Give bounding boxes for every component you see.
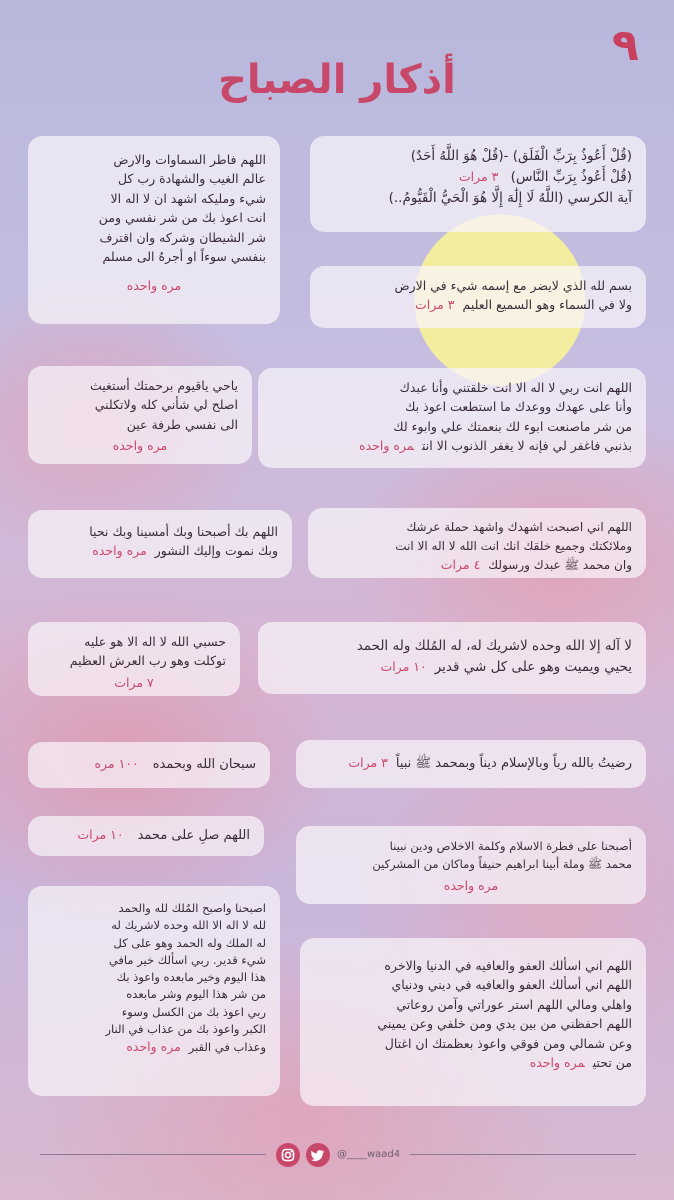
card-raditu: رضيتُ بالله رباً وبالإسلام ديناً وبمحمد ﷺ نبياً٣ مرات bbox=[296, 740, 646, 788]
card-ushhiduk: اللهم اني اصبحت اشهدك واشهد حملة عرشك وملائكتك وجميع خلقك انك انت الله لا اله الا انت وان محمد ﷺ عبدك ورسولك٤ مرات bbox=[308, 508, 646, 578]
card-salawat: اللهم صلِ على محمد١٠ مرات bbox=[28, 816, 264, 856]
card-bismillah: بسم لله الذي لايضر مع إسمه شيء في الارض ولا في السماء وهو السميع العليم٣ مرات bbox=[310, 266, 646, 328]
card-muawwidhat: (قُلْ أَعُوذُ بِرَبِّ الْفَلَق) -(قُلْ هُوَ اللَّهُ أَحَدٌ) (قُلْ أَعُوذُ بِرَبِّ النَّاس) ٣ مرات آية الكرسي (اللَّهُ لَا إِلَٰهَ إِلَّا هُوَ الْحَيُّ الْقَيُّومُ..) bbox=[310, 136, 646, 232]
count-label: ١٠ مرات bbox=[77, 827, 124, 842]
card-fitrat-islam: أصبحنا على فطرة الاسلام وكلمة الاخلاص ودين نبينا محمد ﷺ وملة أبينا ابراهيم حنيفاً وماكان من المشركين مره واحده bbox=[296, 826, 646, 904]
count-label: ١٠ مرات bbox=[380, 658, 427, 674]
count-label: ٣ مرات bbox=[414, 297, 455, 313]
count-label: مره واحده bbox=[112, 438, 168, 454]
count-label: ٣ مرات bbox=[458, 168, 499, 184]
footer bbox=[0, 1140, 674, 1170]
count-label: ٧ مرات bbox=[114, 674, 154, 690]
count-label: مره واحده bbox=[92, 543, 147, 559]
card-afw-afiya: اللهم اني اسألك العفو والعافيه في الدنيا والاخره اللهم اني أسألك العفو والعافيه في ديني ودنياي واهلي ومالي اللهم استر عوراتي وآمن روعاتي اللهم احفظني من بين يدي ومن خلفي وعن يميني وعن شمالي ومن فوقي واعوذ بعظمتك ان اغتال من تحتيمره واحده bbox=[300, 938, 646, 1106]
count-label: ١٠٠ مره bbox=[94, 756, 139, 771]
logo: ٩ bbox=[612, 20, 639, 71]
card-ya-hayy: ياحي ياقيوم برحمتك أستغيث اصلح لي شأني كله ولاتكلني الى نفسي طرفة عين مره واحده bbox=[28, 366, 252, 464]
card-sayyid-istighfar: اللهم انت ربي لا اله الا انت خلقتني وأنا عبدك وأنا على عهدك ووعدك ما استطعت اعوذ بك من شر ماصنعت ابوء لك بنعمتك علي وابوء لك بذنبي فاغفر لي فإنه لا يغفر الذنوب الا انتمره واحده bbox=[258, 368, 646, 468]
count-label: ٣ مرات bbox=[348, 755, 388, 770]
twitter-glyph bbox=[306, 1143, 330, 1167]
card-subhanallah: سبحان الله وبحمده١٠٠ مره bbox=[28, 742, 270, 788]
card-tahlil: لا آله إلا الله وحده لاشريك له، له المُلك وله الحمد يحيي ويميت وهو على كل شي قدير١٠ مرات bbox=[258, 622, 646, 694]
count-label: مره واحده bbox=[126, 1039, 181, 1054]
card-bika-asbahna: اللهم بك أصبحنا وبك أمسينا وبك نحيا وبك نموت وإليك النشورمره واحده bbox=[28, 510, 292, 578]
twitter-icon[interactable] bbox=[306, 1143, 330, 1167]
card-fatir-samawat: اللهم فاطر السماوات والارض عالم الغيب والشهادة رب كل شيء ومليكه اشهد ان لا اله الا انت اعوذ بك من شر نفسي ومن شر الشيطان وشركه وان اقترف بنفسي سوءاً او أجرهُ الى مسلم مره واحده bbox=[28, 136, 280, 324]
count-label: ٤ مرات bbox=[440, 557, 481, 573]
instagram-glyph bbox=[276, 1143, 300, 1167]
count-label: مره واحده bbox=[126, 278, 182, 294]
count-label: مره واحده bbox=[529, 1054, 585, 1070]
card-hasbiyallah: حسبي الله لا اله الا هو عليه توكلت وهو رب العرش العظيم ٧ مرات bbox=[28, 622, 240, 696]
footer-divider-left bbox=[40, 1154, 266, 1155]
card-asbahna-mulk: اصبحنا واصبح المُلك لله والحمد لله لا اله الا الله وحده لاشريك له له الملك وله الحمد وهو على كل شيء قدير. ربي اسألك خير مافي هذا اليوم وخير مابعده واعوذ بك من شر هذا اليوم وشر مابعده ربي اعوذ بك من الكسل وسوء الكبر واعوذ بك من عذاب في النار وعذاب في القبرمره واحده bbox=[28, 886, 280, 1096]
social-handle[interactable]: @____waad4 bbox=[337, 1149, 401, 1160]
page-title: أذكار الصباح bbox=[218, 57, 456, 103]
count-label: مره واحده bbox=[443, 877, 499, 893]
footer-divider-right bbox=[410, 1154, 636, 1155]
instagram-icon[interactable] bbox=[276, 1143, 300, 1167]
count-label: مره واحده bbox=[359, 438, 415, 454]
